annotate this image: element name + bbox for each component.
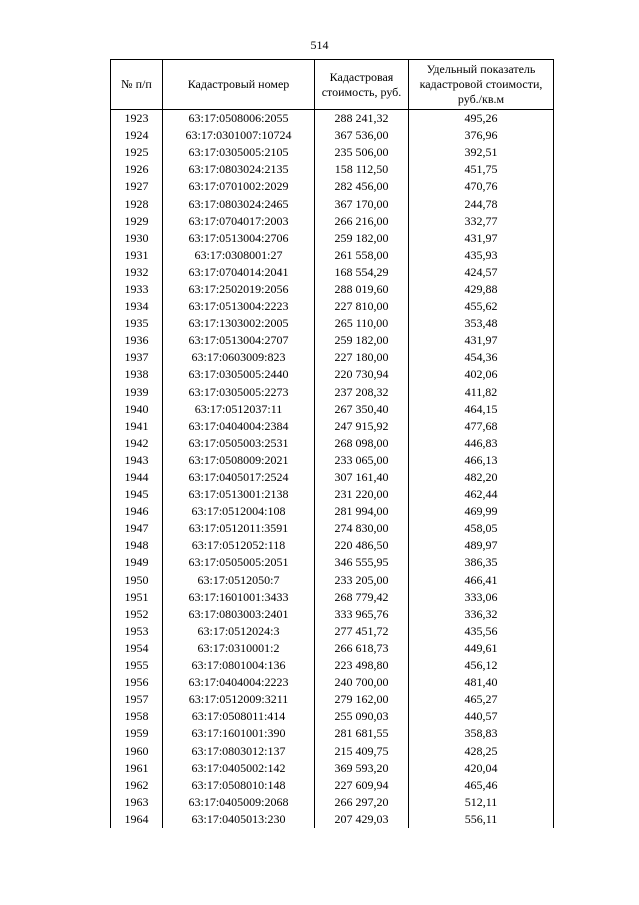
table-row	[111, 144, 554, 161]
cell-unit-value: 440,57	[409, 708, 554, 725]
cell-cadastral-value: 277 451,72	[315, 623, 409, 640]
table-row	[111, 606, 554, 623]
cell-unit-value: 465,46	[409, 777, 554, 794]
cell-unit-value: 336,32	[409, 606, 554, 623]
cell-cadastral-number: 63:17:0803024:2465	[163, 195, 315, 212]
cell-unit-value: 449,61	[409, 640, 554, 657]
table-row	[111, 554, 554, 571]
cell-cadastral-number: 63:17:0704014:2041	[163, 264, 315, 281]
cell-index: 1959	[111, 725, 163, 742]
table-row	[111, 418, 554, 435]
cell-cadastral-number: 63:17:0512009:3211	[163, 691, 315, 708]
cell-index: 1947	[111, 520, 163, 537]
cell-index: 1925	[111, 144, 163, 161]
cell-cadastral-value: 227 180,00	[315, 349, 409, 366]
cell-unit-value: 454,36	[409, 349, 554, 366]
cell-unit-value: 431,97	[409, 230, 554, 247]
cell-unit-value: 392,51	[409, 144, 554, 161]
table-row	[111, 366, 554, 383]
cell-unit-value: 482,20	[409, 469, 554, 486]
cadastral-value-table	[110, 59, 554, 828]
table-row	[111, 623, 554, 640]
cell-index: 1927	[111, 178, 163, 195]
cell-index: 1952	[111, 606, 163, 623]
header-cadastral-number: Кадастровый номер	[163, 60, 315, 110]
cell-index: 1923	[111, 110, 163, 128]
cell-index: 1950	[111, 572, 163, 589]
cell-unit-value: 451,75	[409, 161, 554, 178]
cell-index: 1945	[111, 486, 163, 503]
cell-unit-value: 435,93	[409, 247, 554, 264]
table-row	[111, 640, 554, 657]
cell-cadastral-value: 274 830,00	[315, 520, 409, 537]
cell-cadastral-number: 63:17:0404004:2384	[163, 418, 315, 435]
cell-index: 1937	[111, 349, 163, 366]
cell-cadastral-number: 63:17:0512037:11	[163, 401, 315, 418]
table-row	[111, 315, 554, 332]
cell-unit-value: 462,44	[409, 486, 554, 503]
cell-unit-value: 333,06	[409, 589, 554, 606]
table-row	[111, 384, 554, 401]
cell-index: 1930	[111, 230, 163, 247]
cell-cadastral-value: 265 110,00	[315, 315, 409, 332]
table-row	[111, 537, 554, 554]
cell-cadastral-value: 307 161,40	[315, 469, 409, 486]
cell-index: 1943	[111, 452, 163, 469]
cell-cadastral-value: 369 593,20	[315, 760, 409, 777]
cell-index: 1936	[111, 332, 163, 349]
table-row	[111, 264, 554, 281]
cell-index: 1964	[111, 811, 163, 828]
cell-cadastral-value: 281 681,55	[315, 725, 409, 742]
cell-unit-value: 477,68	[409, 418, 554, 435]
cell-index: 1957	[111, 691, 163, 708]
cell-index: 1948	[111, 537, 163, 554]
table-row	[111, 110, 554, 128]
table-row	[111, 332, 554, 349]
table-row	[111, 349, 554, 366]
cell-cadastral-number: 63:17:0405009:2068	[163, 794, 315, 811]
cell-unit-value: 420,04	[409, 760, 554, 777]
table-row	[111, 230, 554, 247]
table-row	[111, 742, 554, 759]
cell-cadastral-value: 231 220,00	[315, 486, 409, 503]
cell-index: 1960	[111, 742, 163, 759]
table-row	[111, 435, 554, 452]
cell-cadastral-number: 63:17:0512011:3591	[163, 520, 315, 537]
cell-cadastral-number: 63:17:0512004:108	[163, 503, 315, 520]
cell-cadastral-value: 266 216,00	[315, 213, 409, 230]
cell-cadastral-value: 235 506,00	[315, 144, 409, 161]
table-header-row	[111, 60, 554, 110]
cell-unit-value: 428,25	[409, 742, 554, 759]
cell-cadastral-number: 63:17:0301007:10724	[163, 127, 315, 144]
cell-cadastral-value: 333 965,76	[315, 606, 409, 623]
cell-cadastral-value: 233 065,00	[315, 452, 409, 469]
table-row	[111, 794, 554, 811]
cell-unit-value: 424,57	[409, 264, 554, 281]
cell-cadastral-value: 255 090,03	[315, 708, 409, 725]
cell-cadastral-number: 63:17:1601001:390	[163, 725, 315, 742]
cell-cadastral-value: 237 208,32	[315, 384, 409, 401]
cell-index: 1954	[111, 640, 163, 657]
cell-cadastral-value: 227 810,00	[315, 298, 409, 315]
cell-unit-value: 466,13	[409, 452, 554, 469]
table-row	[111, 708, 554, 725]
table-row	[111, 298, 554, 315]
table-row	[111, 213, 554, 230]
cell-index: 1956	[111, 674, 163, 691]
table-body	[111, 110, 554, 828]
cell-cadastral-value: 268 779,42	[315, 589, 409, 606]
cell-cadastral-number: 63:17:0305005:2440	[163, 366, 315, 383]
cell-unit-value: 244,78	[409, 195, 554, 212]
cell-cadastral-value: 207 429,03	[315, 811, 409, 828]
cell-unit-value: 481,40	[409, 674, 554, 691]
cell-cadastral-value: 288 241,32	[315, 110, 409, 128]
cell-unit-value: 411,82	[409, 384, 554, 401]
cell-cadastral-number: 63:17:0308001:27	[163, 247, 315, 264]
table-row	[111, 811, 554, 828]
cell-index: 1951	[111, 589, 163, 606]
cell-cadastral-value: 233 205,00	[315, 572, 409, 589]
cell-unit-value: 456,12	[409, 657, 554, 674]
cell-index: 1928	[111, 195, 163, 212]
table-row	[111, 486, 554, 503]
cell-cadastral-value: 215 409,75	[315, 742, 409, 759]
cell-cadastral-value: 220 730,94	[315, 366, 409, 383]
cell-index: 1931	[111, 247, 163, 264]
cell-cadastral-number: 63:17:0513004:2706	[163, 230, 315, 247]
cell-unit-value: 470,76	[409, 178, 554, 195]
table-row	[111, 281, 554, 298]
table-row	[111, 127, 554, 144]
table-row	[111, 674, 554, 691]
cell-cadastral-value: 281 994,00	[315, 503, 409, 520]
cell-cadastral-number: 63:17:0508006:2055	[163, 110, 315, 128]
cell-cadastral-number: 63:17:0404004:2223	[163, 674, 315, 691]
table-row	[111, 469, 554, 486]
cell-cadastral-number: 63:17:0405002:142	[163, 760, 315, 777]
cell-index: 1939	[111, 384, 163, 401]
cell-unit-value: 435,56	[409, 623, 554, 640]
table-row	[111, 691, 554, 708]
cell-index: 1963	[111, 794, 163, 811]
table-row	[111, 760, 554, 777]
cell-cadastral-value: 223 498,80	[315, 657, 409, 674]
cell-cadastral-value: 266 297,20	[315, 794, 409, 811]
cell-cadastral-value: 247 915,92	[315, 418, 409, 435]
cell-cadastral-number: 63:17:0803024:2135	[163, 161, 315, 178]
cell-cadastral-number: 63:17:0305005:2105	[163, 144, 315, 161]
table-row	[111, 452, 554, 469]
cell-unit-value: 376,96	[409, 127, 554, 144]
table-row	[111, 520, 554, 537]
cell-index: 1940	[111, 401, 163, 418]
cell-cadastral-number: 63:17:0701002:2029	[163, 178, 315, 195]
cell-cadastral-number: 63:17:0603009:823	[163, 349, 315, 366]
cell-cadastral-number: 63:17:0405017:2524	[163, 469, 315, 486]
cell-cadastral-number: 63:17:0505005:2051	[163, 554, 315, 571]
cell-cadastral-number: 63:17:0508009:2021	[163, 452, 315, 469]
table-row	[111, 657, 554, 674]
cell-unit-value: 458,05	[409, 520, 554, 537]
cell-cadastral-number: 63:17:0508011:414	[163, 708, 315, 725]
header-unit-value: Удельный показатель кадастровой стоимости, руб./кв.м	[409, 60, 554, 110]
cell-cadastral-number: 63:17:0305005:2273	[163, 384, 315, 401]
cell-unit-value: 495,26	[409, 110, 554, 128]
cell-index: 1958	[111, 708, 163, 725]
cell-cadastral-number: 63:17:2502019:2056	[163, 281, 315, 298]
cell-unit-value: 446,83	[409, 435, 554, 452]
cell-index: 1933	[111, 281, 163, 298]
cell-cadastral-value: 259 182,00	[315, 230, 409, 247]
cell-cadastral-number: 63:17:0513004:2707	[163, 332, 315, 349]
cell-unit-value: 465,27	[409, 691, 554, 708]
cell-index: 1955	[111, 657, 163, 674]
cell-cadastral-value: 261 558,00	[315, 247, 409, 264]
cell-cadastral-number: 63:17:0505003:2531	[163, 435, 315, 452]
cell-index: 1932	[111, 264, 163, 281]
cell-cadastral-number: 63:17:0405013:230	[163, 811, 315, 828]
cell-index: 1929	[111, 213, 163, 230]
cell-cadastral-value: 367 536,00	[315, 127, 409, 144]
cell-index: 1924	[111, 127, 163, 144]
cell-cadastral-value: 227 609,94	[315, 777, 409, 794]
cell-index: 1938	[111, 366, 163, 383]
cell-cadastral-number: 63:17:0513004:2223	[163, 298, 315, 315]
cell-unit-value: 429,88	[409, 281, 554, 298]
cell-cadastral-value: 346 555,95	[315, 554, 409, 571]
cell-index: 1942	[111, 435, 163, 452]
cell-unit-value: 353,48	[409, 315, 554, 332]
cell-cadastral-value: 168 554,29	[315, 264, 409, 281]
cell-cadastral-number: 63:17:0801004:136	[163, 657, 315, 674]
cell-cadastral-value: 267 350,40	[315, 401, 409, 418]
cell-cadastral-value: 288 019,60	[315, 281, 409, 298]
table-row	[111, 247, 554, 264]
cell-cadastral-number: 63:17:1601001:3433	[163, 589, 315, 606]
cell-unit-value: 455,62	[409, 298, 554, 315]
header-index: № п/п	[111, 60, 163, 110]
cell-index: 1953	[111, 623, 163, 640]
cell-cadastral-value: 259 182,00	[315, 332, 409, 349]
cell-unit-value: 431,97	[409, 332, 554, 349]
cell-unit-value: 402,06	[409, 366, 554, 383]
cell-cadastral-value: 268 098,00	[315, 435, 409, 452]
table-row	[111, 777, 554, 794]
table-row	[111, 161, 554, 178]
cell-index: 1941	[111, 418, 163, 435]
cell-unit-value: 386,35	[409, 554, 554, 571]
table-row	[111, 572, 554, 589]
cell-cadastral-number: 63:17:0803003:2401	[163, 606, 315, 623]
cell-cadastral-value: 282 456,00	[315, 178, 409, 195]
cell-index: 1961	[111, 760, 163, 777]
cell-unit-value: 469,99	[409, 503, 554, 520]
cell-cadastral-number: 63:17:0512052:118	[163, 537, 315, 554]
cell-unit-value: 556,11	[409, 811, 554, 828]
cell-cadastral-value: 279 162,00	[315, 691, 409, 708]
header-cadastral-value: Кадастровая стоимость, руб.	[315, 60, 409, 110]
cell-cadastral-number: 63:17:0512050:7	[163, 572, 315, 589]
table-row	[111, 503, 554, 520]
table-row	[111, 589, 554, 606]
cell-unit-value: 489,97	[409, 537, 554, 554]
table-row	[111, 401, 554, 418]
cell-index: 1949	[111, 554, 163, 571]
cell-unit-value: 466,41	[409, 572, 554, 589]
cell-cadastral-number: 63:17:0513001:2138	[163, 486, 315, 503]
cell-cadastral-value: 266 618,73	[315, 640, 409, 657]
table-row	[111, 178, 554, 195]
cell-index: 1944	[111, 469, 163, 486]
cell-unit-value: 512,11	[409, 794, 554, 811]
cell-cadastral-value: 240 700,00	[315, 674, 409, 691]
table-row	[111, 195, 554, 212]
cell-cadastral-value: 220 486,50	[315, 537, 409, 554]
cell-index: 1926	[111, 161, 163, 178]
cell-cadastral-number: 63:17:0508010:148	[163, 777, 315, 794]
cell-cadastral-value: 367 170,00	[315, 195, 409, 212]
cell-index: 1935	[111, 315, 163, 332]
cell-cadastral-number: 63:17:1303002:2005	[163, 315, 315, 332]
cell-index: 1946	[111, 503, 163, 520]
cell-unit-value: 358,83	[409, 725, 554, 742]
page-number: 514	[310, 38, 329, 52]
cell-index: 1962	[111, 777, 163, 794]
cell-unit-value: 464,15	[409, 401, 554, 418]
cell-cadastral-value: 158 112,50	[315, 161, 409, 178]
cell-cadastral-number: 63:17:0803012:137	[163, 742, 315, 759]
cell-cadastral-number: 63:17:0704017:2003	[163, 213, 315, 230]
cell-cadastral-number: 63:17:0512024:3	[163, 623, 315, 640]
cell-index: 1934	[111, 298, 163, 315]
cell-cadastral-number: 63:17:0310001:2	[163, 640, 315, 657]
cell-unit-value: 332,77	[409, 213, 554, 230]
table-row	[111, 725, 554, 742]
